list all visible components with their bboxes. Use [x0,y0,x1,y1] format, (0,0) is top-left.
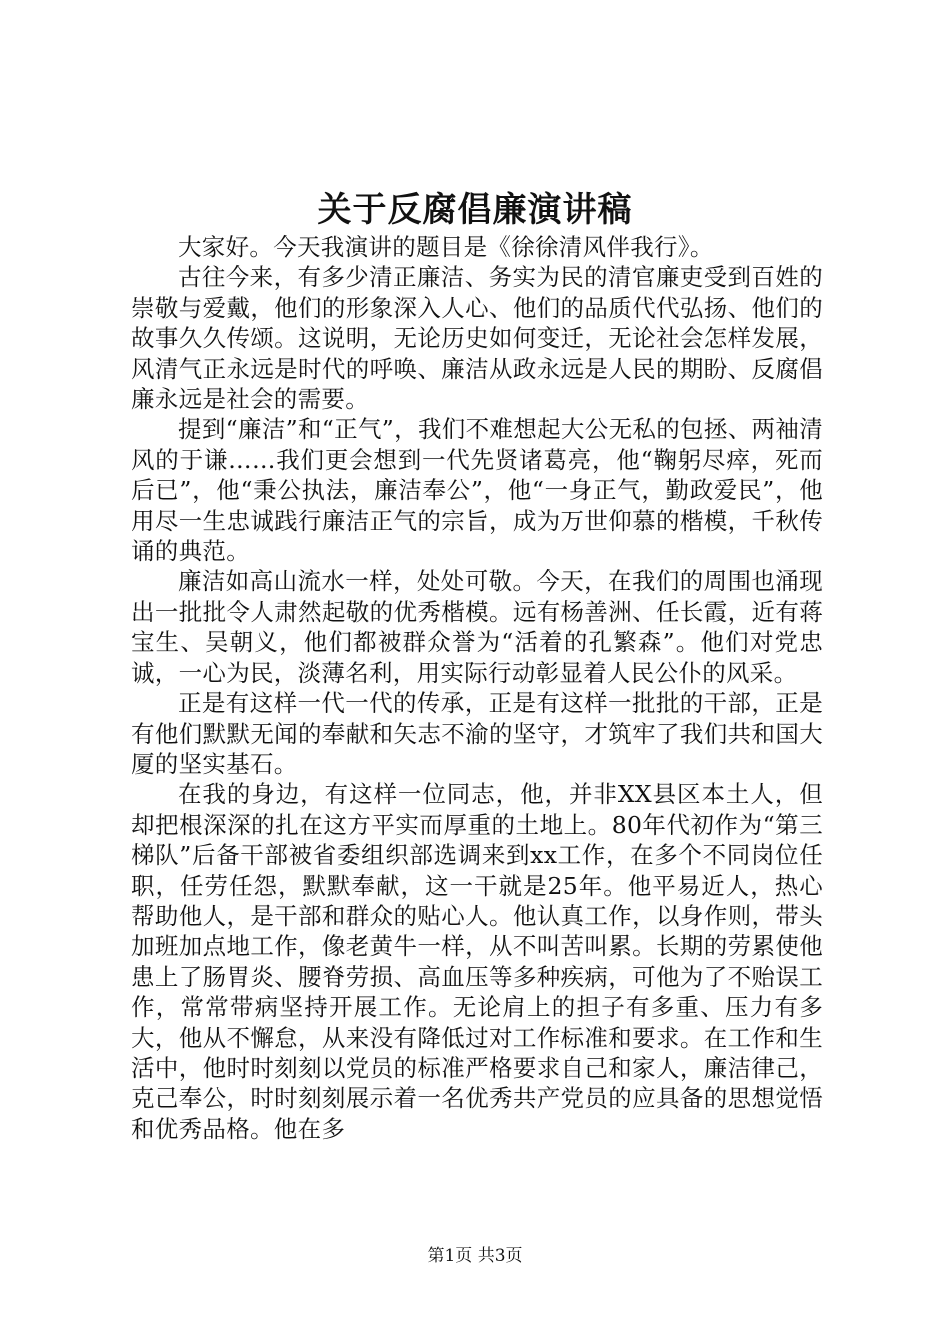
paragraph-inheritance: 正是有这样一代一代的传承，正是有这样一批批的干部，正是有他们默默无闻的奉献和矢志不渝的坚守，才筑牢了我们共和国大厦的坚实基石。 [131,689,823,778]
paragraph-modern-models: 廉洁如高山流水一样，处处可敬。今天，在我们的周围也涌现出一批批令人肃然起敬的优秀楷模。远有杨善洲、任长霞，近有蒋宝生、吴朝义，他们都被群众誉为“活着的孔繁森”。他们对党忠诚，一心为民，淡薄名利，用实际行动彰显着人民公仆的风采。 [131,567,823,687]
document-title: 关于反腐倡廉演讲稿 [317,190,633,230]
paragraph-integrity-examples: 提到“廉洁”和“正气”，我们不难想起大公无私的包拯、两袖清风的于谦……我们更会想到一代先贤诸葛亮，他“鞠躬尽瘁，死而后已”，他“秉公执法，廉洁奉公”，他“一身正气，勤政爱民”，他用尽一生忠诚践行廉洁正气的宗旨，成为万世仰慕的楷模，千秋传诵的典范。 [131,415,823,566]
paragraph-colleague: 在我的身边，有这样一位同志，他，并非XX县区本土人，但却把根深深的扎在这方平实而厚重的土地上。80年代初作为“第三梯队”后备干部被省委组织部选调来到xx工作，在多个不同岗位任职，任劳任怨，默默奉献，这一干就是25年。他平易近人，热心帮助他人，是干部和群众的贴心人。他认真工作，以身作则，带头加班加点地工作，像老黄牛一样，从不叫苦叫累。长期的劳累使他患上了肠胃炎、腰脊劳损、高血压等多种疾病，可他为了不贻误工作，常常带病坚持开展工作。无论肩上的担子有多重、压力有多大，他从不懈怠，从来没有降低过对工作标准和要求。在工作和生活中，他时时刻刻以党员的标准严格要求自己和家人，廉洁律己，克己奉公，时时刻刻展示着一名优秀共产党员的应具备的思想觉悟和优秀品格。他在多 [131,780,823,1143]
paragraph-history: 古往今来，有多少清正廉洁、务实为民的清官廉吏受到百姓的崇敬与爱戴，他们的形象深入人心、他们的品质代代弘扬、他们的故事久久传颂。这说明，无论历史如何变迁，无论社会怎样发展，风清气正永远是时代的呼唤、廉洁从政永远是人民的期盼、反腐倡廉永远是社会的需要。 [131,263,823,414]
document-body [131,232,823,1144]
page-number-footer: 第1页 共3页 [427,1246,523,1266]
paragraph-greeting: 大家好。今天我演讲的题目是《徐徐清风伴我行》。 [178,233,714,261]
